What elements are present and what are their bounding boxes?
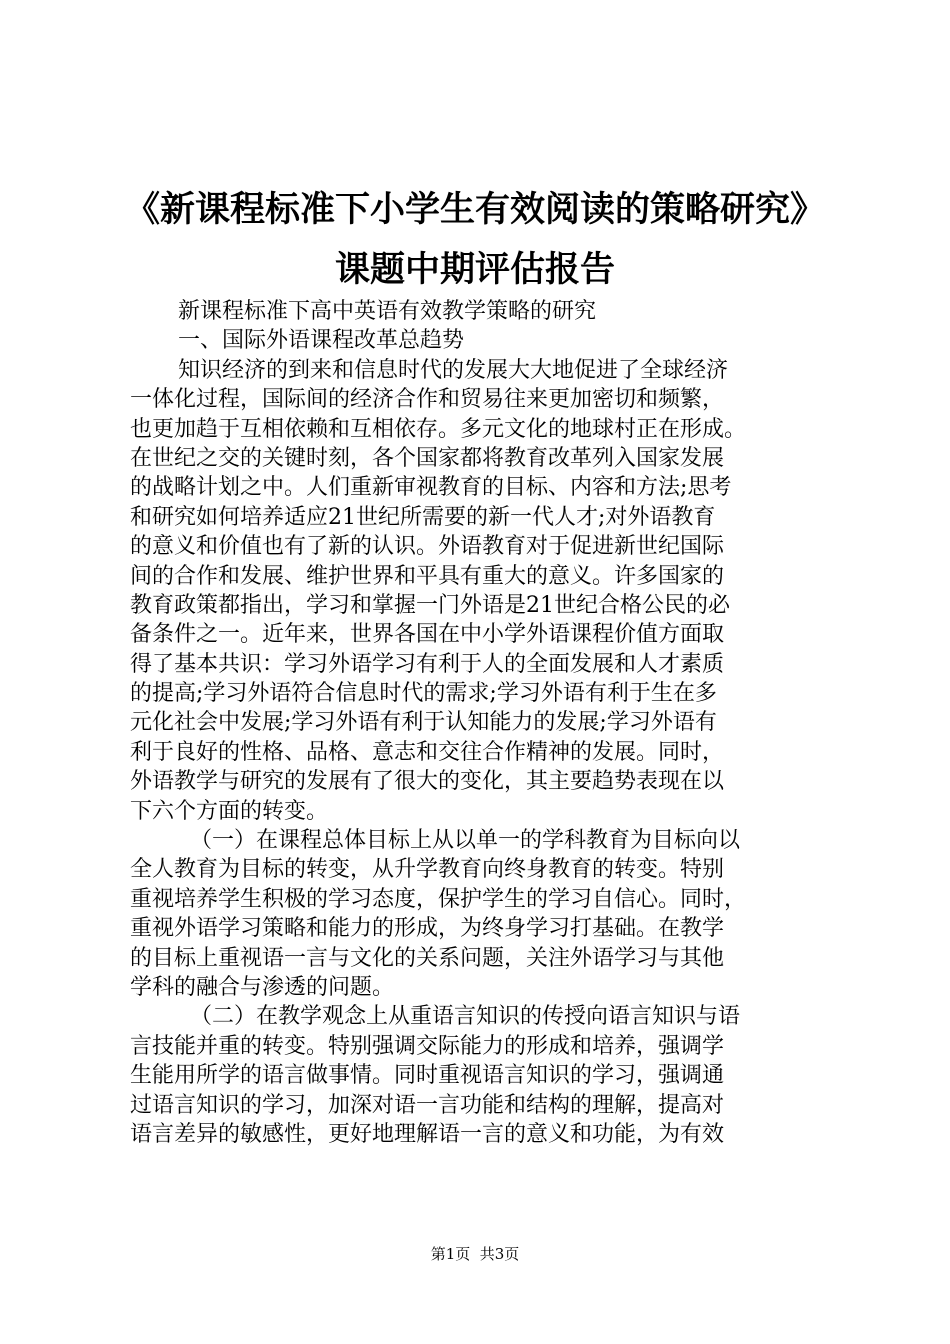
subtitle-line: 新课程标准下高中英语有效教学策略的研究 [178,299,597,324]
paragraph-line: 和研究如何培养适应21世纪所需要的新一代人才;对外语教育 [130,504,716,530]
document-title-line-2: 课题中期评估报告 [334,250,615,290]
section-heading: 一、国际外语课程改革总趋势 [178,328,465,354]
document-body [130,297,850,1149]
paragraph-line: 生能用所学的语言做事情。同时重视语言知识的学习，强调通 [130,1063,725,1089]
paragraph-line: 语言差异的敏感性，更好地理解语一言的意义和功能，为有效 [130,1121,725,1147]
paragraph-line: 外语教学与研究的发展有了很大的变化，其主要趋势表现在以 [130,769,725,795]
paragraph-line: 下六个方面的转变。 [130,798,329,824]
paragraph-line: （二）在教学观念上从重语言知识的传授向语言知识与语 [190,1004,741,1030]
paragraph-line: 的目标上重视语一言与文化的关系问题，关注外语学习与其他 [130,945,725,971]
paragraph-line: 在世纪之交的关键时刻，各个国家都将教育改革列入国家发展 [130,445,725,471]
paragraph-line: 元化社会中发展;学习外语有利于认知能力的发展;学习外语有 [130,710,717,736]
paragraph-line: 学科的融合与渗透的问题。 [130,974,395,1000]
paragraph-line: （一）在课程总体目标上从以单一的学科教育为目标向以 [190,828,741,854]
paragraph-line: 重视培养学生积极的学习态度，保护学生的学习自信心。同时， [130,886,747,912]
paragraph-line: 的战略计划之中。人们重新审视教育的目标、内容和方法;思考 [130,475,732,501]
page-footer: 第1页 共3页 [430,1245,520,1263]
paragraph-line: 一体化过程，国际间的经济合作和贸易往来更加密切和频繁， [130,387,725,413]
paragraph-line: 过语言知识的学习，加深对语一言功能和结构的理解，提高对 [130,1092,725,1118]
paragraph-line: 的意义和价值也有了新的认识。外语教育对于促进新世纪国际 [130,534,725,560]
paragraph-line: 也更加趋于互相依赖和互相依存。多元文化的地球村正在形成。 [130,416,747,442]
paragraph-line: 教育政策都指出，学习和掌握一门外语是21世纪合格公民的必 [130,592,730,618]
paragraph-line: 知识经济的到来和信息时代的发展大大地促进了全球经济 [178,357,729,383]
paragraph-line: 的提高;学习外语符合信息时代的需求;学习外语有利于生在多 [130,681,717,707]
paragraph-line: 全人教育为目标的转变，从升学教育向终身教育的转变。特别 [130,857,725,883]
paragraph-line: 言技能并重的转变。特别强调交际能力的形成和培养，强调学 [130,1033,725,1059]
paragraph-line: 间的合作和发展、维护世界和平具有重大的意义。许多国家的 [130,563,725,589]
paragraph-line: 得了基本共识：学习外语学习有利于人的全面发展和人才素质 [130,651,725,677]
paragraph-line: 利于良好的性格、品格、意志和交往合作精神的发展。同时， [130,739,725,765]
paragraph-line: 重视外语学习策略和能力的形成，为终身学习打基础。在教学 [130,916,725,942]
document-title-line-1: 《新课程标准下小学生有效阅读的策略研究》 [124,190,825,230]
paragraph-line: 备条件之一。近年来，世界各国在中小学外语课程价值方面取 [130,622,725,648]
